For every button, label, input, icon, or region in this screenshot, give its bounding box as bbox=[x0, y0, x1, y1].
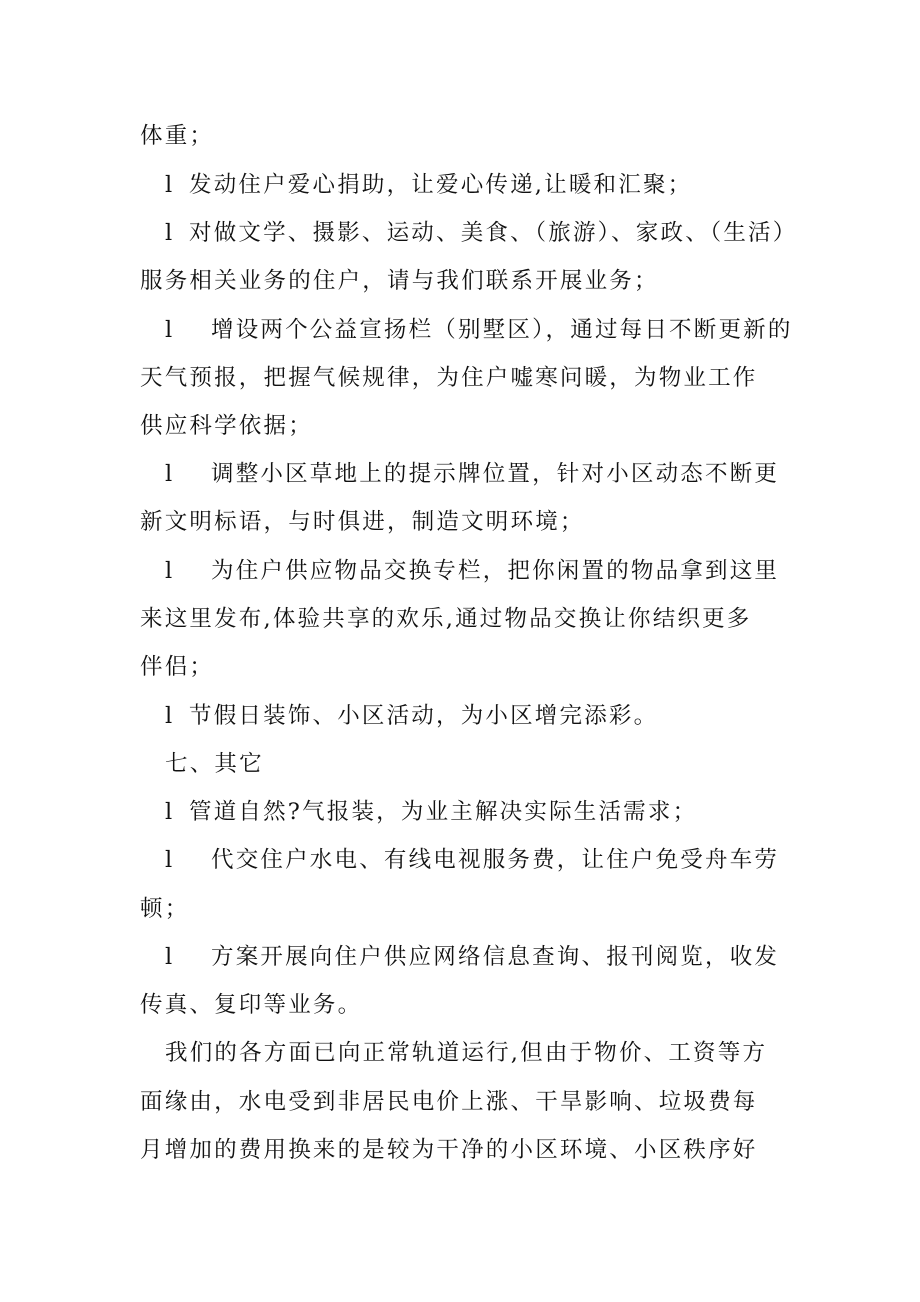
text-line bbox=[140, 1087, 758, 1117]
line-text: 调整小区草地上的提示牌位置，针对小区动态不断更 bbox=[211, 461, 780, 487]
line-text: 供应科学依据； bbox=[140, 413, 313, 439]
text-line bbox=[140, 507, 585, 537]
line-text: 服务相关业务的住户，请与我们联系开展业务； bbox=[140, 268, 659, 294]
text-line bbox=[140, 990, 362, 1020]
line-text: 节假日装饰、小区活动，为小区增完添彩。 bbox=[189, 703, 659, 729]
text-line bbox=[140, 652, 214, 682]
line-text: 管道自然?气报装，为业主解决实际生活需求； bbox=[189, 799, 698, 825]
bullet-line bbox=[165, 701, 658, 731]
text-line bbox=[140, 604, 752, 634]
bullet-marker: l bbox=[165, 703, 175, 729]
bullet-marker: l bbox=[165, 944, 175, 970]
bullet-line bbox=[165, 459, 779, 489]
bullet-line bbox=[165, 315, 793, 345]
line-text: 对做文学、摄影、运动、美食、（旅游）、家政、（生活） bbox=[189, 220, 798, 246]
text-line bbox=[140, 266, 659, 296]
bullet-line bbox=[165, 556, 779, 586]
line-text: 面缘由，水电受到非居民电价上涨、干旱影响、垃圾费每 bbox=[140, 1089, 758, 1115]
text-line bbox=[140, 1135, 758, 1165]
line-text: 来这里发布,体验共享的欢乐,通过物品交换让你结织更多 bbox=[140, 606, 752, 632]
text-line bbox=[140, 894, 189, 924]
line-text: 体重； bbox=[140, 123, 215, 149]
line-text: 天气预报，把握气候规律，为住户嘘寒问暖，为物业工作 bbox=[140, 365, 758, 391]
bullet-marker: l bbox=[165, 799, 175, 825]
bullet-marker: l bbox=[165, 558, 175, 584]
bullet-marker: l bbox=[165, 461, 175, 487]
bullet-line bbox=[165, 942, 779, 972]
text-line bbox=[140, 121, 214, 151]
bullet-marker: l bbox=[165, 847, 175, 873]
line-text: 增设两个公益宣扬栏（别墅区），通过每日不断更新的 bbox=[211, 317, 793, 343]
bullet-line bbox=[165, 218, 797, 248]
section-heading-text: 七、其它 bbox=[165, 751, 264, 777]
bullet-line bbox=[165, 845, 779, 875]
line-text: 传真、复印等业务。 bbox=[140, 992, 363, 1018]
paragraph-start bbox=[165, 1038, 767, 1068]
line-text: 月增加的费用换来的是较为干净的小区环境、小区秩序好 bbox=[140, 1137, 758, 1163]
line-text: 我们的各方面已向正常轨道运行,但由于物价、工资等方 bbox=[165, 1040, 768, 1066]
line-text: 伴侣； bbox=[140, 654, 215, 680]
bullet-marker: l bbox=[165, 172, 175, 198]
text-line bbox=[140, 411, 313, 441]
line-text: 发动住户爱心捐助，让爱心传递,让暖和汇聚； bbox=[189, 172, 693, 198]
bullet-line bbox=[165, 797, 697, 827]
bullet-line bbox=[165, 170, 692, 200]
bullet-marker: l bbox=[165, 317, 175, 343]
line-text: 代交住户水电、有线电视服务费，让住户免受舟车劳 bbox=[211, 847, 780, 873]
line-text: 为住户供应物品交换专栏，把你闲置的物品拿到这里 bbox=[211, 558, 780, 584]
line-text: 方案开展向住户供应网络信息查询、报刊阅览，收发 bbox=[211, 944, 780, 970]
section-heading bbox=[165, 749, 264, 779]
bullet-marker: l bbox=[165, 220, 175, 246]
line-text: 顿； bbox=[140, 896, 190, 922]
text-line bbox=[140, 363, 758, 393]
line-text: 新文明标语，与时俱进，制造文明环境； bbox=[140, 509, 585, 535]
